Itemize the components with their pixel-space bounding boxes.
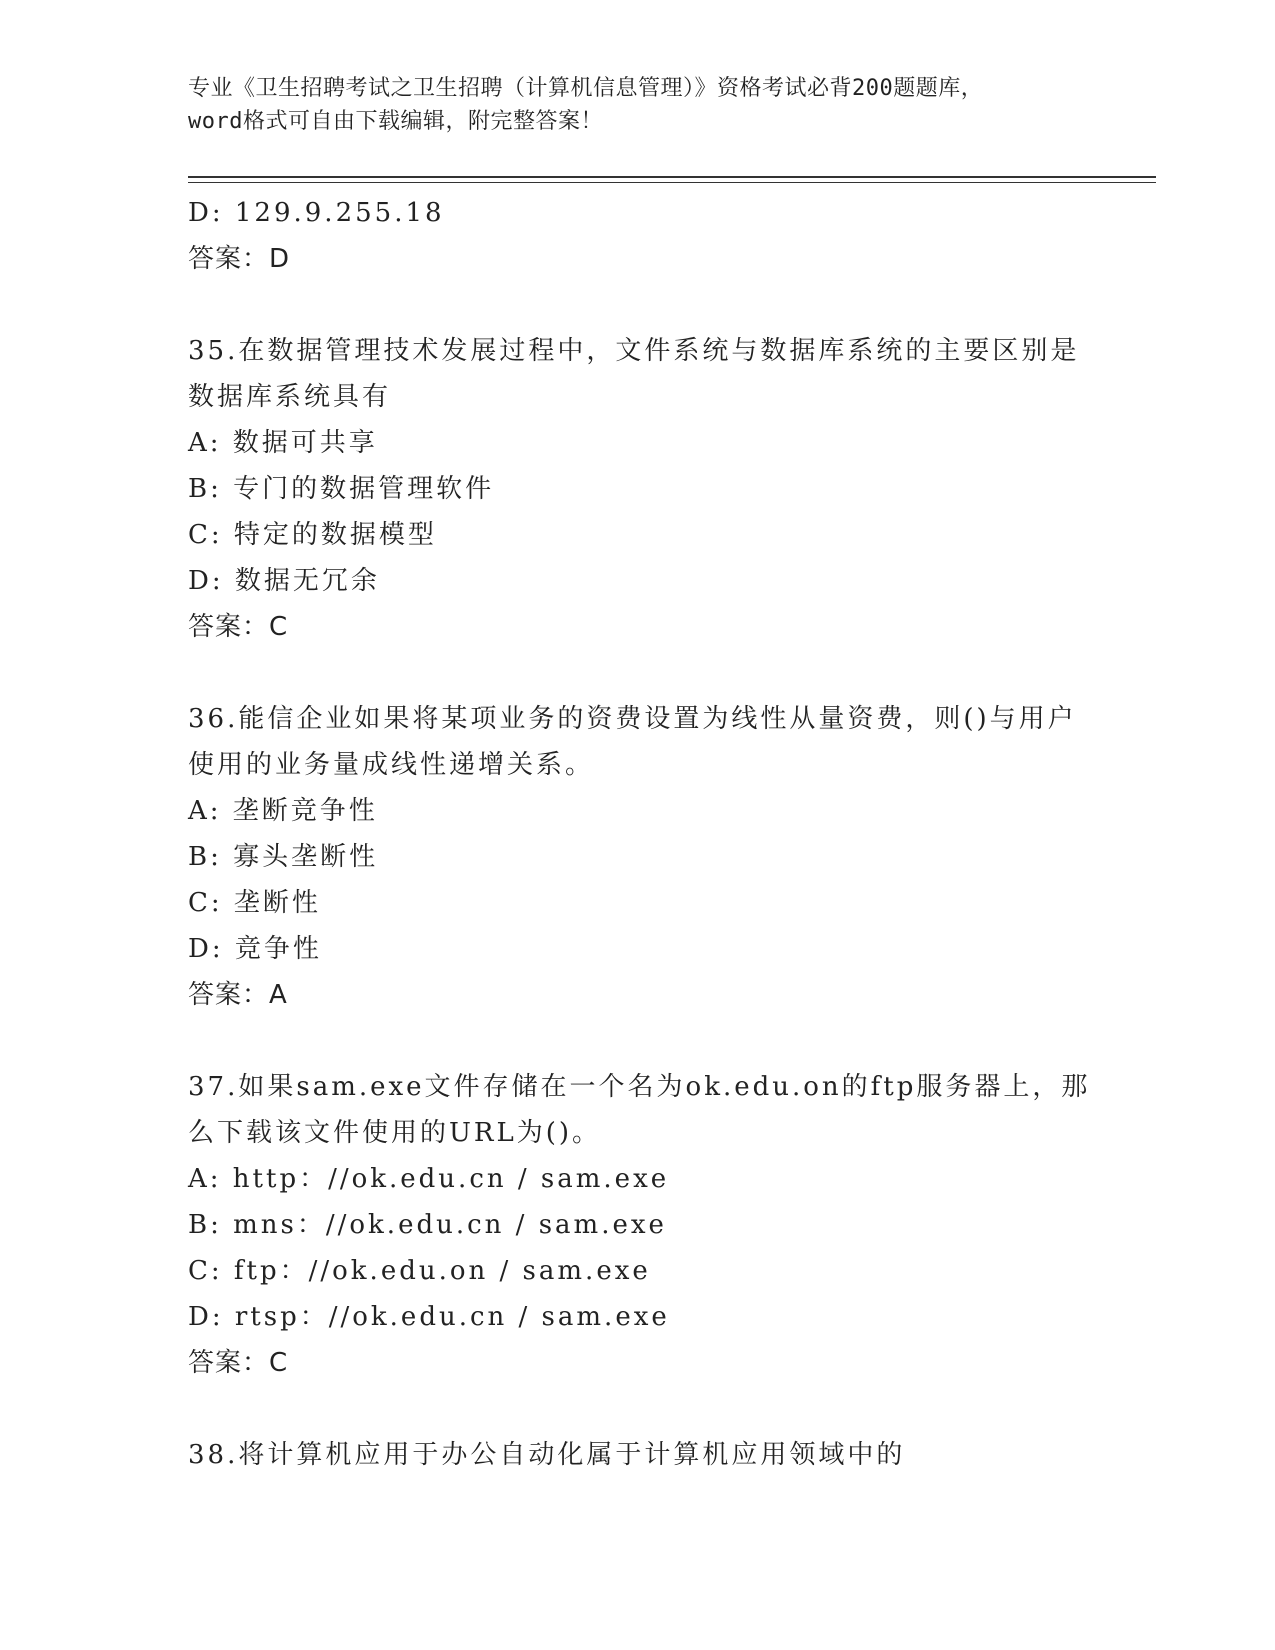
question-stem-line-1: 38.将计算机应用于办公自动化属于计算机应用领域中的 bbox=[188, 1440, 906, 1470]
option-c: C: 垄断性 bbox=[188, 888, 321, 918]
option-a: A: 数据可共享 bbox=[188, 428, 378, 458]
question-38 bbox=[188, 1432, 1088, 1478]
option-a: A: http：//ok.edu.cn / sam.exe bbox=[188, 1164, 670, 1194]
question-stem-line-2: 使用的业务量成线性递增关系。 bbox=[188, 750, 595, 780]
answer-line: 答案：C bbox=[188, 612, 289, 642]
header-title-line-1: 专业《卫生招聘考试之卫生招聘（计算机信息管理）》资格考试必背200题题库， bbox=[188, 76, 984, 101]
question-37 bbox=[188, 1064, 1091, 1386]
question-36 bbox=[188, 696, 1088, 1018]
header-divider-thick bbox=[188, 176, 1156, 178]
question-stem-line-1: 35.在数据管理技术发展过程中，文件系统与数据库系统的主要区别是 bbox=[188, 336, 1080, 366]
option-a: A: 垄断竞争性 bbox=[188, 796, 378, 826]
question-content bbox=[188, 190, 1091, 1478]
option-b: B: mns：//ok.edu.cn / sam.exe bbox=[188, 1210, 667, 1240]
answer-line: 答案：C bbox=[188, 1348, 289, 1378]
option-d: D: 竞争性 bbox=[188, 934, 322, 964]
option-c: C: 特定的数据模型 bbox=[188, 520, 437, 550]
question-34-tail bbox=[188, 190, 1088, 282]
question-spacer bbox=[188, 650, 1088, 696]
answer-line: 答案：A bbox=[188, 980, 288, 1010]
option-d: D: 129.9.255.18 bbox=[188, 198, 445, 228]
page-header bbox=[188, 72, 1088, 138]
question-35 bbox=[188, 328, 1088, 650]
question-stem-line-2: 么下载该文件使用的URL为()。 bbox=[188, 1118, 602, 1148]
question-spacer bbox=[188, 282, 1088, 328]
header-divider-thin bbox=[188, 182, 1156, 183]
question-spacer bbox=[188, 1386, 1088, 1432]
answer-line: 答案：D bbox=[188, 244, 291, 274]
option-c: C: ftp：//ok.edu.on / sam.exe bbox=[188, 1256, 651, 1286]
option-b: B: 专门的数据管理软件 bbox=[188, 474, 495, 504]
question-stem-line-2: 数据库系统具有 bbox=[188, 382, 392, 412]
header-title-line-2: word格式可自由下载编辑，附完整答案！ bbox=[188, 109, 603, 134]
option-d: D: rtsp：//ok.edu.cn / sam.exe bbox=[188, 1302, 670, 1332]
question-stem-line-1: 37.如果sam.exe文件存储在一个名为ok.edu.on的ftp服务器上，那 bbox=[188, 1072, 1091, 1102]
question-spacer bbox=[188, 1018, 1088, 1064]
question-stem-line-1: 36.能信企业如果将某项业务的资费设置为线性从量资费，则()与用户 bbox=[188, 704, 1077, 734]
option-d: D: 数据无冗余 bbox=[188, 566, 380, 596]
option-b: B: 寡头垄断性 bbox=[188, 842, 379, 872]
